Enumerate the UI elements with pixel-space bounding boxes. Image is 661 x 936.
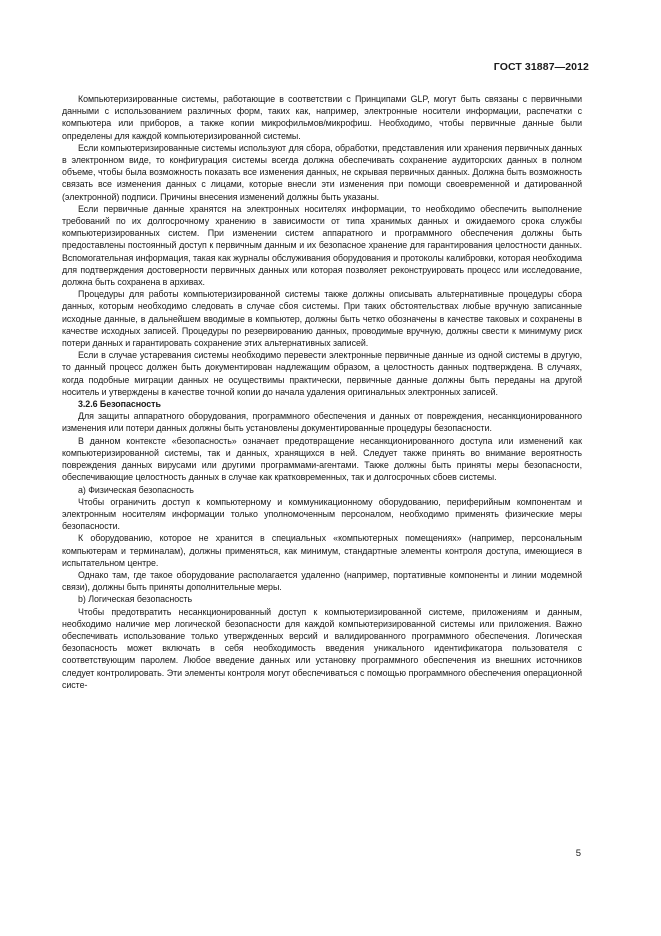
paragraph: Однако там, где такое оборудование располагается удаленно (например, портативные компоненты и линии модемной связи), должны быть приняты дополнительные меры. (62, 569, 582, 593)
paragraph: Чтобы ограничить доступ к компьютерному и коммуникационному оборудованию, периферийным компонентам и электронным носителям информации только уполномоченным персоналом, необходимо применять физические меры безопасности. (62, 496, 582, 532)
subsection-title: b) Логическая безопасность (78, 594, 193, 605)
paragraph: Чтобы предотвратить несанкционированный доступ к компьютеризированной системе, приложениям и данным, необходимо наличие мер логической безопасности для каждой компьютеризированной системы или приложения. Важно обеспечивать использование только утвержденных версий и валидированного программного обеспечения. Логическая безопасность может включать в себя необходимость введения уникального идентификатора пользователя с соответствующим паролем. Любое введение данных или установку программного обеспечения из внешних источников следует контролировать. Эти элементы контроля могут обеспечиваться с помощью программного обеспечения операционной систе- (62, 606, 582, 690)
paragraph: Если первичные данные хранятся на электронных носителях информации, то необходимо обеспечить выполнение требований по их долгосрочному хранению в зависимости от типа хранимых данных и ожидаемого срока службы компьютеризированных систем. При изменении систем аппаратного и программного обеспечения должны быть предоставлены постоянный доступ к первичным данным и их безопасное хранение для гарантирования целостности данных. Вспомогательная информация, такая как журналы обслуживания оборудования и протоколы калибровки, которая необходима для подтверждения достоверности первичных данных или которая позволяет реконструировать процесс или исследование, должна быть сохранена в архивах. (62, 203, 582, 288)
paragraph: Компьютеризированные системы, работающие в соответствии с Принципами GLP, могут быть связаны с первичными данными с использованием различных форм, таких как, например, электронные носители информации, распечатки с компьютера или приборов, а также копии микрофильмов/микрофиш. Необходимо, чтобы первичные данные были определены для каждой компьютеризированной системы. (62, 94, 582, 141)
paragraph: К оборудованию, которое не хранится в специальных «компьютерных помещениях» (например, персональным компьютерам и терминалам), должны применяться, как минимум, стандартные элементы контроля доступа, имеющиеся в испытательном центре. (62, 533, 582, 568)
document-id-header: ГОСТ 31887—2012 (493, 61, 589, 73)
document-body (62, 93, 582, 691)
section-heading: 3.2.6 Безопасность (78, 399, 161, 410)
paragraph: Если компьютеризированные системы используют для сбора, обработки, представления или хранения первичных данных в электронном виде, то конфигурация системы всегда должна обеспечивать сохранение аудиторских данных в полном объеме, чтобы была возможность показать все изменения данных, не скрывая первичных данных. Должна быть возможность связать все изменения данных с лицами, которые внесли эти изменения при помощи своевременной и датированной (электронной) подписи. Причины внесения изменений должны быть указаны. (62, 142, 582, 202)
subsection-title: a) Физическая безопасность (78, 484, 194, 495)
paragraph: В данном контексте «безопасность» означает предотвращение несанкционированного доступа или изменений как компьютеризированной системы, так и данных, хранящихся в ней. Следует также принять во внимание вероятность повреждения данных вирусами или другими программами-агентами. Также должны быть приняты меры безопасности, обеспечивающие целостность данных в случае как кратковременных, так и долгосрочных сбоев системы. (62, 435, 582, 483)
paragraph: Для защиты аппаратного оборудования, программного обеспечения и данных от повреждения, несанкционированного изменения или потери данных должны быть установлены документированные процедуры безопасности. (62, 411, 582, 434)
paragraph: Если в случае устаревания системы необходимо перевести электронные первичные данные из одной системы в другую, то данный процесс должен быть документирован надлежащим образом, а целостность данных подтверждена. В случаях, когда подобные миграции данных не осуществимы практически, первичные данные должны быть переданы на другой носитель и утверждены в качестве точной копии до начала удаления оригинальных электронных записей. (62, 350, 582, 397)
paragraph: Процедуры для работы компьютеризированной системы также должны описывать альтернативные процедуры сбора данных, которым необходимо следовать в случае сбоя системы. При таких обстоятельствах любые вручную записанные исходные данные, в дальнейшем вводимые в компьютер, должны быть четко обозначены в качестве таковых и сохранены в качестве исходных записей. Процедуры по резервированию данных, проводимые вручную, должны свести к минимуму риск потери данных и гарантировать сохранение этих альтернативных записей. (62, 289, 582, 349)
page-number: 5 (575, 848, 581, 859)
